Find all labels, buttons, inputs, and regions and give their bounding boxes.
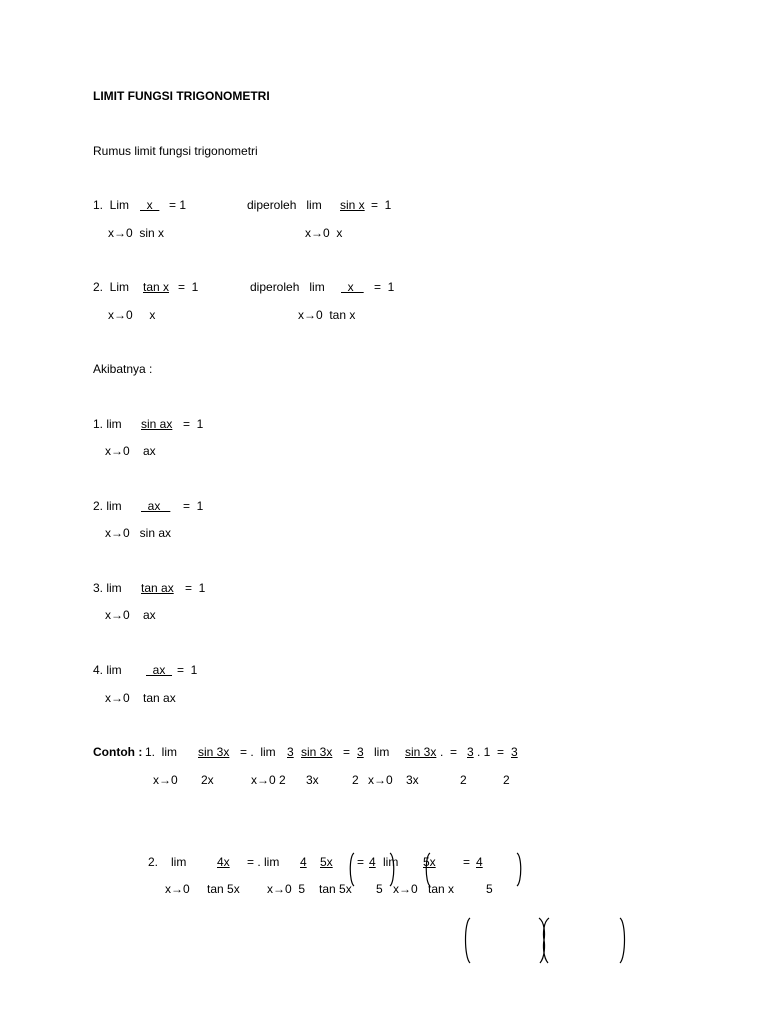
contoh-2-const-1: 4 <box>300 855 307 869</box>
akibat-3-label: 3. lim <box>93 581 122 595</box>
rumus-2-equals: = 1 <box>178 280 199 294</box>
contoh-1-mid: = . lim <box>240 745 276 759</box>
akibat-4-sub: x→0 tan ax <box>105 691 176 705</box>
akibat-3-equals: = 1 <box>185 581 206 595</box>
right-parenthesis <box>514 852 526 888</box>
brace-divider <box>536 917 552 965</box>
contoh-2-den-1: tan 5x <box>207 882 240 896</box>
contoh-1-label: 1. lim <box>145 745 178 759</box>
contoh-2-den-2: tan 5x <box>319 882 352 896</box>
akibat-3-sub: x→0 ax <box>105 608 156 622</box>
contoh-2-label: 2. <box>148 855 159 869</box>
rumus-2-numerator: tan x <box>143 280 170 294</box>
left-parenthesis <box>460 917 474 965</box>
contoh-2-lim-2: lim <box>383 855 399 869</box>
contoh-1-dot: . = <box>440 745 458 759</box>
akibat-1-numerator: sin ax <box>141 417 173 431</box>
contoh-2-sub-1: x→0 <box>165 882 190 896</box>
contoh-label: Contoh : <box>93 745 143 759</box>
contoh-1-den-3: 2 <box>352 773 359 787</box>
rumus-1-label: 1. Lim <box>93 198 130 212</box>
akibat-3-numerator: tan ax <box>141 581 174 595</box>
contoh-1-den-1: 2x <box>201 773 214 787</box>
contoh-2-const-2: 4 <box>369 855 376 869</box>
right-parenthesis <box>387 852 399 888</box>
contoh-2-equals: = <box>357 855 365 869</box>
akibat-1-equals: = 1 <box>183 417 204 431</box>
contoh-1-numerator-2: sin 3x <box>301 745 333 759</box>
contoh-1-const-2: 3 <box>357 745 364 759</box>
contoh-1-den-6: 2 <box>503 773 510 787</box>
contoh-2-numerator-2: 5x <box>320 855 333 869</box>
left-parenthesis <box>346 852 358 888</box>
rumus-1-equals-2: = 1 <box>371 198 392 212</box>
page-title: LIMIT FUNGSI TRIGONOMETRI <box>93 89 270 103</box>
akibat-1-label: 1. lim <box>93 417 122 431</box>
rumus-2-equals-2: = 1 <box>374 280 395 294</box>
contoh-2-const-3: 4 <box>476 855 483 869</box>
akibat-4-numerator: ax <box>146 663 173 677</box>
contoh-1-numerator-3: sin 3x <box>405 745 437 759</box>
contoh-2-den-4: tan x <box>428 882 455 896</box>
contoh-1-equals: = <box>343 745 351 759</box>
right-parenthesis <box>616 917 630 965</box>
akibat-2-label: 2. lim <box>93 499 122 513</box>
akibat-2-equals: = 1 <box>183 499 204 513</box>
rumus-2-numerator-2: x <box>341 280 364 294</box>
rumus-1-equals: = 1 <box>169 198 187 212</box>
contoh-2-den-3: 5 <box>376 882 383 896</box>
contoh-1-const-1: 3 <box>287 745 294 759</box>
contoh-1-den-4: 3x <box>406 773 419 787</box>
akibat-heading: Akibatnya : <box>93 362 153 376</box>
contoh-2-mid: = . lim <box>247 855 280 869</box>
contoh-1-numerator-1: sin 3x <box>198 745 230 759</box>
rumus-2-sub-2: x→0 tan x <box>298 308 356 322</box>
rumus-1-diperoleh: diperoleh lim <box>247 198 322 212</box>
contoh-1-lim: lim <box>374 745 390 759</box>
akibat-4-label: 4. lim <box>93 663 122 677</box>
rumus-2-label: 2. Lim <box>93 280 130 294</box>
rumus-1-numerator: x <box>140 198 160 212</box>
contoh-1-den-2: 3x <box>306 773 319 787</box>
rumus-2-diperoleh: diperoleh lim <box>250 280 325 294</box>
contoh-2-lim-1: lim <box>171 855 187 869</box>
akibat-2-sub: x→0 sin ax <box>105 526 172 540</box>
rumus-1-sub: x→0 sin x <box>108 226 165 240</box>
contoh-1-sub-1: x→0 <box>153 773 178 787</box>
contoh-1-den-5: 2 <box>460 773 467 787</box>
section-heading: Rumus limit fungsi trigonometri <box>93 144 258 158</box>
rumus-1-numerator-2: sin x <box>340 198 365 212</box>
akibat-2-numerator: ax <box>141 499 171 513</box>
contoh-1-one: . 1 = <box>477 745 505 759</box>
rumus-2-sub: x→0 x <box>108 308 156 322</box>
contoh-2-sub-3: x→0 <box>393 882 418 896</box>
akibat-4-equals: = 1 <box>177 663 198 677</box>
contoh-2-numerator-3: 5x <box>423 855 436 869</box>
contoh-2-sub-2: x→0 5 <box>267 882 306 896</box>
akibat-1-sub: x→0 ax <box>105 444 156 458</box>
contoh-2-equals-2: = <box>463 855 471 869</box>
contoh-1-const-4: 3 <box>511 745 518 759</box>
rumus-1-sub-2: x→0 x <box>305 226 343 240</box>
left-parenthesis <box>422 852 434 888</box>
contoh-1-sub-3: x→0 <box>368 773 393 787</box>
contoh-2-numerator-1: 4x <box>217 855 230 869</box>
contoh-1-const-3: 3 <box>467 745 474 759</box>
contoh-2-den-5: 5 <box>486 882 493 896</box>
contoh-1-sub-2: x→0 2 <box>251 773 286 787</box>
